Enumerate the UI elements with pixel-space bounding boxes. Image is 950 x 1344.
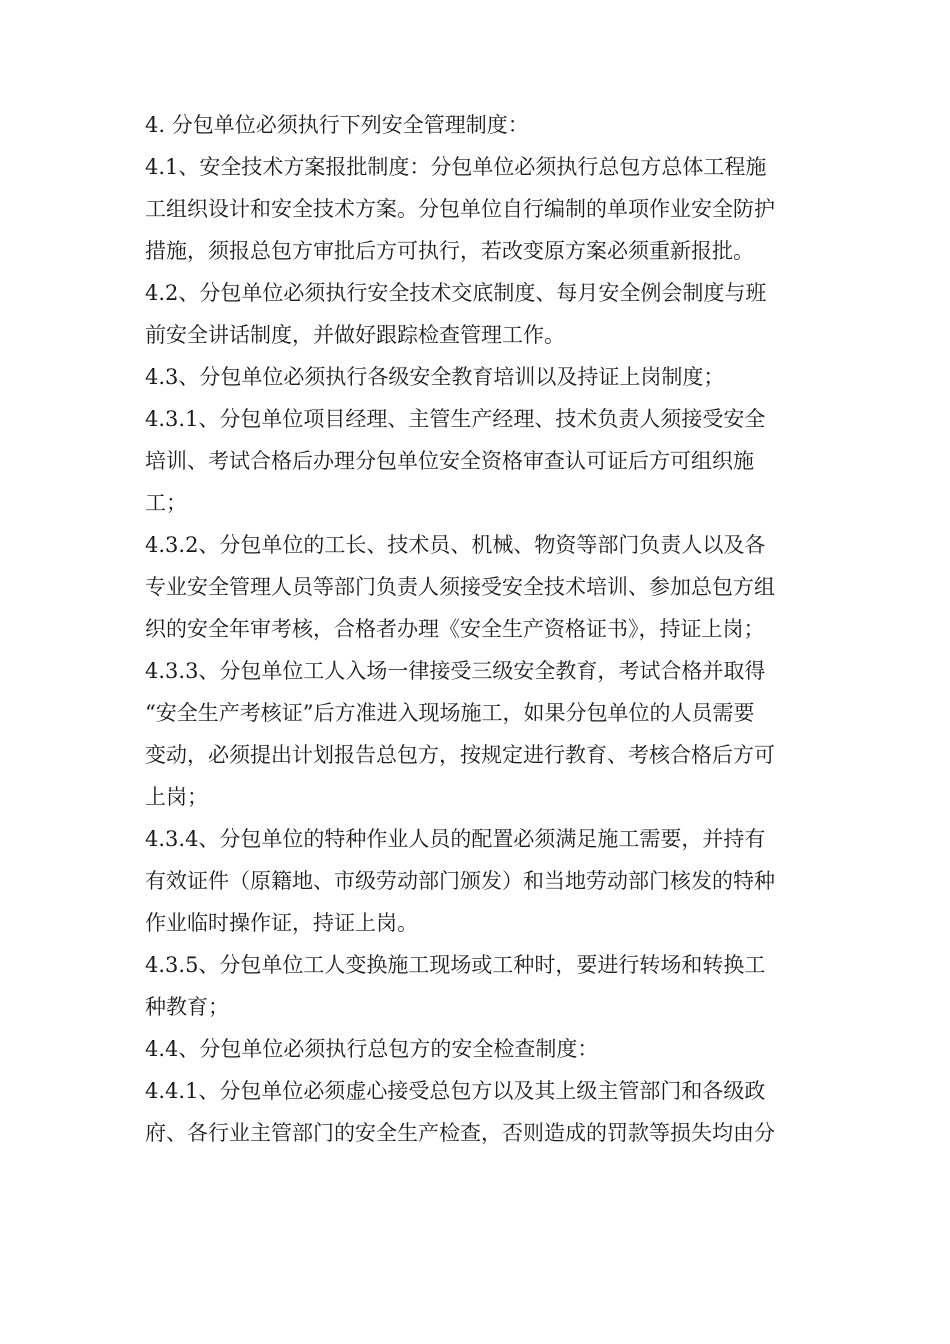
text-line: 4.1、安全技术方案报批制度：分包单位必须执行总包方总体工程施: [145, 155, 767, 179]
text-line: 专业安全管理人员等部门负责人须接受安全技术培训、参加总包方组: [145, 575, 775, 599]
text-line: 4.2、分包单位必须执行安全技术交底制度、每月安全例会制度与班: [145, 281, 767, 305]
text-line: 4.4、分包单位必须执行总包方的安全检查制度：: [145, 1037, 599, 1061]
text-line: 工；: [145, 491, 187, 515]
text-line: 4.3.3、分包单位工人入场一律接受三级安全教育，考试合格并取得: [145, 659, 766, 683]
text-line: 培训、考试合格后办理分包单位安全资格审查认可证后方可组织施: [145, 449, 754, 473]
text-line: 织的安全年审考核，合格者办理《安全生产资格证书》，持证上岗；: [145, 617, 765, 641]
text-line: 变动，必须提出计划报告总包方，按规定进行教育、考核合格后方可: [145, 743, 775, 767]
text-line: 上岗；: [145, 785, 208, 809]
text-line: 4.3.2、分包单位的工长、技术员、机械、物资等部门负责人以及各: [145, 533, 766, 557]
text-line: 4.3.5、分包单位工人变换施工现场或工种时，要进行转场和转换工: [145, 953, 766, 977]
text-line: 前安全讲话制度，并做好跟踪检查管理工作。: [145, 323, 565, 347]
text-line: 4. 分包单位必须执行下列安全管理制度：: [145, 113, 529, 137]
text-line: “安全生产考核证”后方准进入现场施工，如果分包单位的人员需要: [145, 701, 755, 725]
text-line: 4.4.1、分包单位必须虚心接受总包方以及其上级主管部门和各级政: [145, 1079, 766, 1103]
text-line: 措施，须报总包方审批后方可执行，若改变原方案必须重新报批。: [145, 239, 754, 263]
text-line: 有效证件（原籍地、市级劳动部门颁发）和当地劳动部门核发的特种: [145, 869, 775, 893]
text-line: 4.3.4、分包单位的特种作业人员的配置必须满足施工需要，并持有: [145, 827, 766, 851]
text-line: 4.3、分包单位必须执行各级安全教育培训以及持证上岗制度；: [145, 365, 725, 389]
text-line: 府、各行业主管部门的安全生产检查，否则造成的罚款等损失均由分: [145, 1121, 775, 1145]
text-line: 作业临时操作证，持证上岗。: [145, 911, 418, 935]
text-line: 工组织设计和安全技术方案。分包单位自行编制的单项作业安全防护: [145, 197, 775, 221]
text-line: 种教育；: [145, 995, 229, 1019]
text-line: 4.3.1、分包单位项目经理、主管生产经理、技术负责人须接受安全: [145, 407, 766, 431]
